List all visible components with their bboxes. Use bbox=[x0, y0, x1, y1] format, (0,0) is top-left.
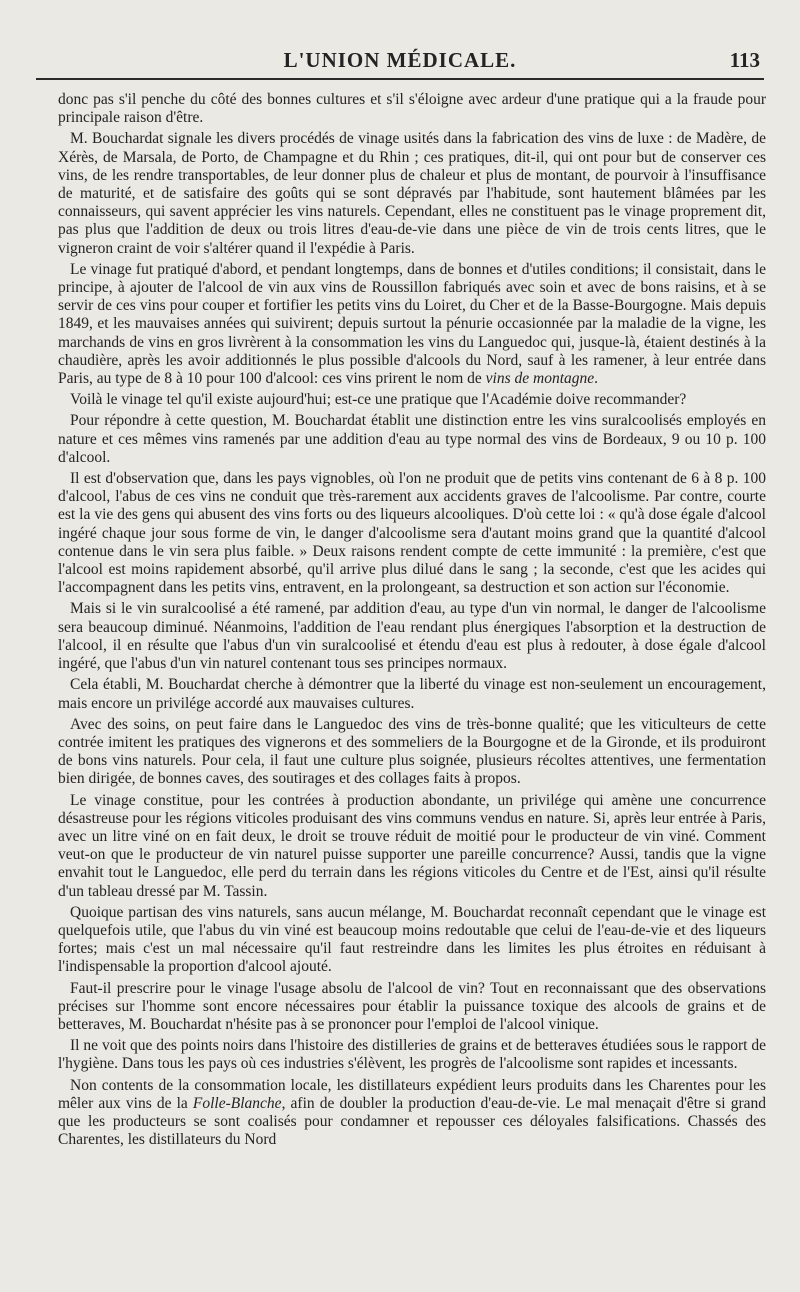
paragraph: donc pas s'il penche du côté des bonnes cultures et s'il s'éloigne avec ardeur d'une pratique qui a la fraude pour principale raison d'être. bbox=[58, 91, 766, 127]
paragraph-text: Non contents de la consommation locale, les distillateurs expédient leurs produits dans les Charentes pour les mêler aux vins de la bbox=[58, 1076, 766, 1112]
paragraph-continuation: de-vie. Le mal menaçait d'être si grand que les producteurs se sont coalisés pour condamner et repousser ces déloyales falsifications. Chassés des Charentes, les distillateurs du Nord bbox=[58, 1094, 766, 1149]
paragraph bbox=[58, 261, 766, 388]
paragraph-tail: , afin de doubler la production d'eau- bbox=[281, 1094, 518, 1112]
article-body bbox=[58, 91, 766, 1272]
page-header bbox=[36, 44, 764, 84]
paragraph: Mais si le vin suralcoolisé a été ramené, par addition d'eau, au type d'un vin normal, le danger de l'alcoolisme sera beaucoup diminué. Néanmoins, l'addition de l'eau rendant plus énergiques l'absorption et la destruction de l'alcool, il en résulte que l'abus d'un vin suralcoolisé et étendu d'eau est plus à redouter, à dose égale d'alcool ingéré, que l'abus d'un vin naturel contenant tous ses principes normaux. bbox=[58, 600, 766, 673]
paragraph: Il ne voit que des points noirs dans l'histoire des distilleries de grains et de betteraves étudiées sous le rapport de l'hygiène. Dans tous les pays où ces industries s'élèvent, les progrès de l'alcoolisme sont rapides et incessants. bbox=[58, 1037, 766, 1073]
running-title: L'UNION MÉDICALE. bbox=[283, 48, 517, 72]
paragraph: Le vinage constitue, pour les contrées à production abondante, un privilége qui amène une concurrence désastreuse pour les régions viticoles produisant des vins communs vendus en nature. Si, après leur entrée à Paris, avec un litre viné on en fait deux, le droit se trouve réduit de moitié pour le producteur de vin viné. Comment veut-on que le producteur de vin naturel puisse supporter une pareille concurrence? Aussi, tandis que la vigne envahit tout le Languedoc, elle perd du terrain dans les régions viticoles du Centre et de l'Est, ainsi qu'il résulte d'un tableau dressé par M. Tassin. bbox=[58, 791, 766, 900]
page-number: 113 bbox=[729, 48, 760, 72]
paragraph: Voilà le vinage tel qu'il existe aujourd'hui; est-ce une pratique que l'Académie doive recommander? bbox=[70, 391, 687, 409]
italic-term: vins de montagne bbox=[485, 370, 595, 388]
paragraph-text: Le vinage fut pratiqué d'abord, et pendant longtemps, dans de bonnes et d'utiles conditions; il consistait, dans le principe, à ajouter de l'alcool de vin aux vins de Roussillon fabriqués avec soin et avec de bons raisins, et à se servir de ces vins pour couper et fortifier les petits vins du Loiret, du Cher et de la Basse-Bourgogne. Mais depuis 1849, et les mauvaises années qui suivirent; depuis surtout la pénurie occasionnée par la maladie de la vigne, les marchands de vins en gros livrèrent à la consommation les vins du Languedoc qui, jusque-là, étaient destinés à la chaudière, après les avoir additionnés le plus possible d'alcools du Nord, sauf à les ramener, à leur entrée dans Paris, au type de 8 à 10 pour 100 d'alcool: ces vins prirent le nom de bbox=[58, 260, 766, 388]
paragraph: Faut-il prescrire pour le vinage l'usage absolu de l'alcool de vin? Tout en reconnaissant que des observations précises sur l'homme sont encore nécessaires pour établir la puissance toxique des alcools de grains et de betteraves, M. Bouchardat n'hésite pas à se prononcer pour l'emploi de l'alcool vinique. bbox=[58, 979, 766, 1033]
paragraph: Pour répondre à cette question, M. Bouchardat établit une distinction entre les vins suralcoolisés employés en nature et ces mêmes vins ramenés par une addition d'eau au type normal des vins de Bordeaux, 9 ou 10 p. 100 d'alcool. bbox=[58, 412, 766, 466]
paragraph: Il est d'observation que, dans les pays vignobles, où l'on ne produit que de petits vins contenant de 6 à 8 p. 100 d'alcool, l'abus de ces vins ne conduit que très-rarement aux accidents graves de l'alcoolisme. Par contre, courte est la vie des gens qui abusent des vins forts ou des liqueurs alcooliques. D'où cette loi : « qu'à dose égale d'alcool ingéré chaque jour sous forme de vin, le danger d'alcoolisme sera d'autant moins grand que la quantité d'alcool contenue dans le vin sera plus faible. » Deux raisons rendent compte de cette immunité : la première, c'est que l'alcool est moins rapidement absorbé, qu'il arrive plus dilué dans le sang ; la seconde, c'est que les acides qui l'accompagnent dans les petits vins, entravent, en la prolongeant, sa destruction et son action sur l'économie. bbox=[58, 470, 766, 597]
paragraph-tail: . bbox=[594, 370, 599, 388]
italic-term: Folle-Blanche bbox=[192, 1094, 282, 1112]
paragraph: M. Bouchardat signale les divers procédés de vinage usités dans la fabrication des vins de luxe : de Madère, de Xérès, de Marsala, de Porto, de Champagne et du Rhin ; ces pratiques, dit-il, qui ont pour but de conserver ces vins, de les rendre transportables, de leur donner plus de chaleur et plus de montant, de pourvoir à l'insuffisance de maturité, et de satisfaire des goûts qui se sont dépravés par l'habitude, sont hautement blâmées par les connaisseurs, qui savent apprécier les vins naturels. Cependant, elles ne constituent pas le vinage proprement dit, pas plus que l'addition de deux ou trois litres d'eau-de-vie dans une pièce de vin de trois cents litres, que le vigneron craint de voir s'altérer quand il l'expédie à Paris. bbox=[58, 130, 766, 257]
paragraph: Quoique partisan des vins naturels, sans aucun mélange, M. Bouchardat reconnaît cependant que le vinage est quelquefois utile, que l'abus du vin viné est beaucoup moins redoutable que celui de l'eau-de-vie et des liqueurs fortes; mais c'est un mal nécessaire qu'il faut restreindre dans les limites les plus étroites en réduisant à l'indispensable la proportion d'alcool ajouté. bbox=[58, 903, 766, 976]
paragraph: Avec des soins, on peut faire dans le Languedoc des vins de très-bonne qualité; que les viticulteurs de cette contrée imitent les pratiques des vignerons et des sommeliers de la Bourgogne et de la Gironde, et ils produiront de bons vins naturels. Pour cela, il faut une culture plus soignée, plusieurs récoltes attentives, une fermentation bien dirigée, de bonnes caves, des soutirages et des collages faits à propos. bbox=[58, 715, 766, 788]
paragraph bbox=[58, 1077, 766, 1150]
paragraph: Cela établi, M. Bouchardat cherche à démontrer que la liberté du vinage est non-seulement un encouragement, mais encore un privilége accordé aux mauvaises cultures. bbox=[58, 676, 766, 712]
header-rule bbox=[36, 78, 764, 80]
